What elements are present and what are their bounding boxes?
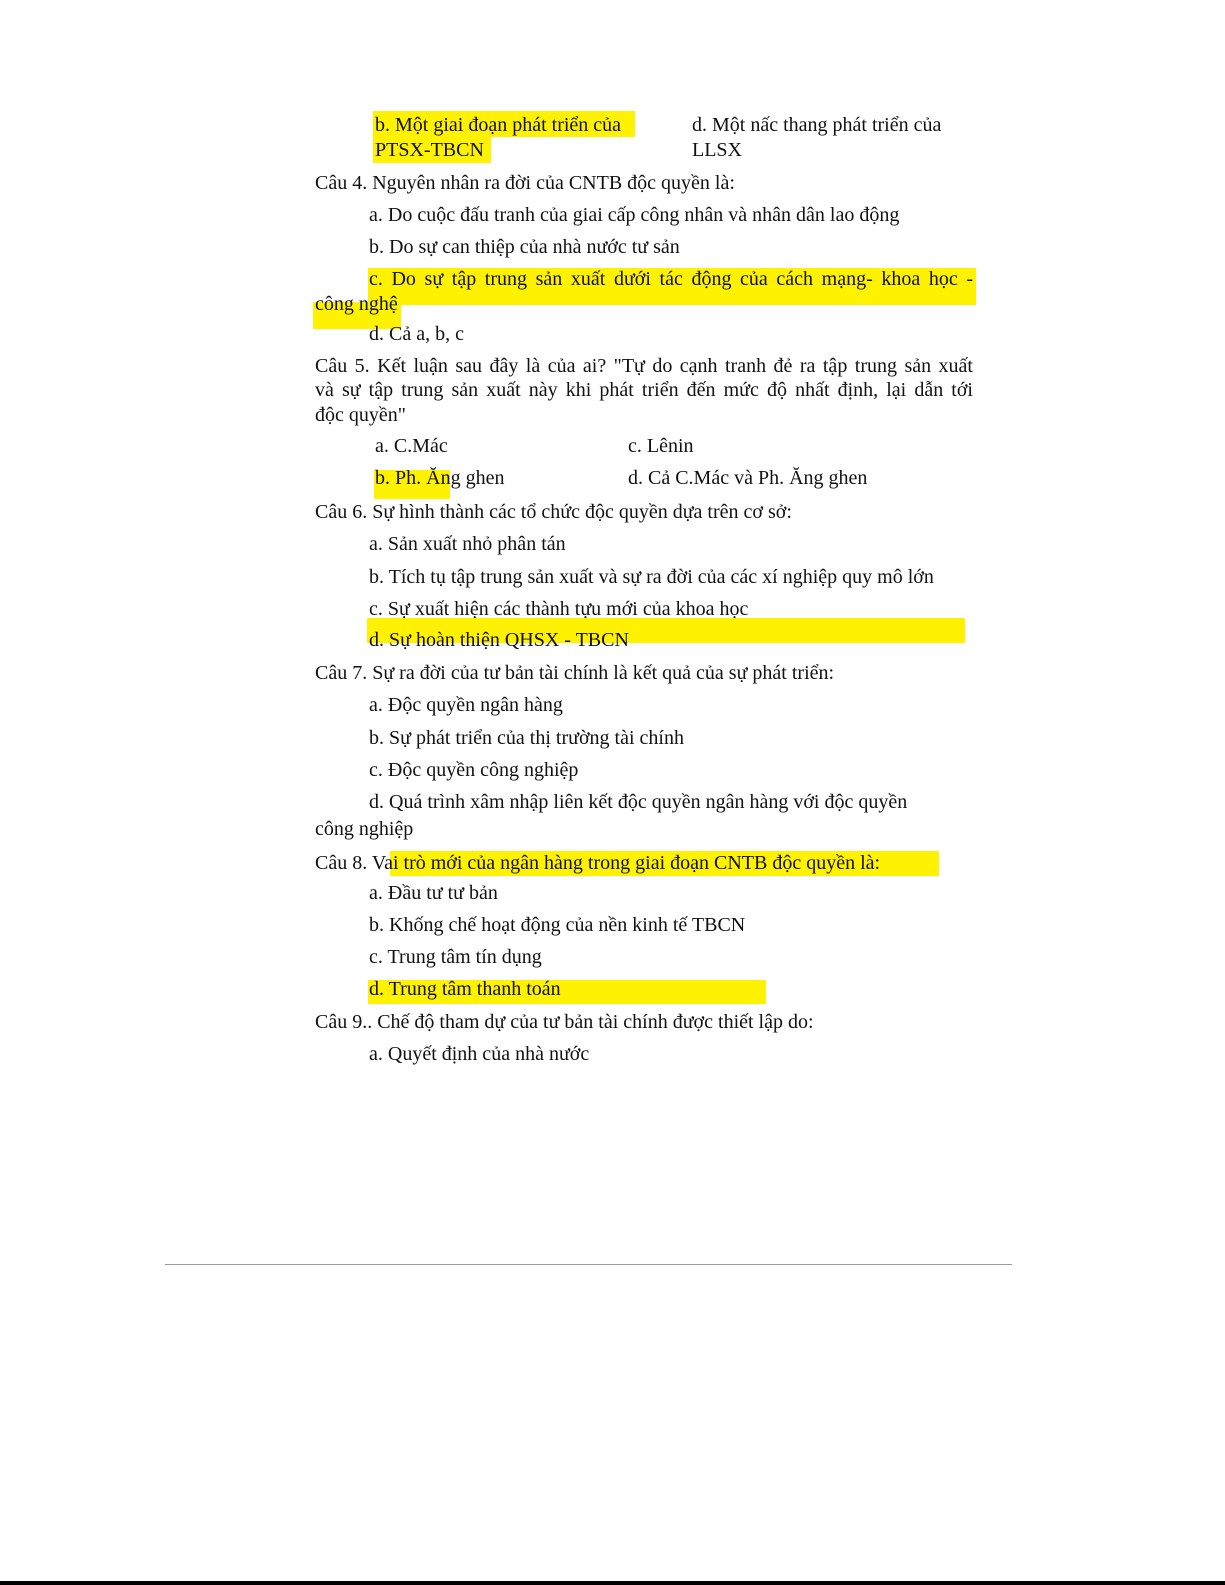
q7-question: Câu 7. Sự ra đời của tư bản tài chính là kết quả của sự phát triển: (315, 662, 835, 684)
q4-question: Câu 4. Nguyên nhân ra đời của CNTB độc quyền là: (315, 172, 735, 194)
q8-option-d: d. Trung tâm thanh toán (369, 978, 561, 1000)
bottom-edge-bar (0, 1581, 1225, 1585)
q4-option-d: d. Cả a, b, c (369, 323, 464, 345)
q3-option-d: d. Một nấc thang phát triển của (692, 114, 942, 136)
q8-option-c: c. Trung tâm tín dụng (369, 946, 542, 968)
q3-option-b: b. Một giai đoạn phát triển của (375, 114, 622, 136)
q7-option-d: công nghiệp (315, 818, 414, 840)
q4-option-c: công nghệ (315, 293, 398, 315)
q7-option-a: a. Độc quyền ngân hàng (369, 694, 563, 716)
q6-option-b: b. Tích tụ tập trung sản xuất và sự ra đời của các xí nghiệp quy mô lớn (369, 566, 934, 588)
q5-question: và sự tập trung sản xuất này khi phát triển đến mức độ nhất định, lại dẫn tới (315, 379, 973, 401)
q9-question: Câu 9.. Chế độ tham dự của tư bản tài chính được thiết lập do: (315, 1011, 814, 1033)
q5-option-b: b. Ph. Ăng ghen (375, 467, 505, 489)
q4-option-b: b. Do sự can thiệp của nhà nước tư sản (369, 236, 680, 258)
q4-option-a: a. Do cuộc đấu tranh của giai cấp công nhân và nhân dân lao động (369, 204, 900, 226)
q6-question: Câu 6. Sự hình thành các tổ chức độc quyền dựa trên cơ sở: (315, 501, 792, 523)
page-divider (165, 1264, 1012, 1265)
q8-question: Câu 8. Vai trò mới của ngân hàng trong giai đoạn CNTB độc quyền là: (315, 852, 881, 874)
q7-option-b: b. Sự phát triển của thị trường tài chính (369, 727, 684, 749)
q8-option-a: a. Đầu tư tư bản (369, 882, 498, 904)
q5-option-d: d. Cả C.Mác và Ph. Ăng ghen (628, 467, 868, 489)
q3-option-b: PTSX-TBCN (375, 139, 484, 161)
q4-option-c: c. Do sự tập trung sản xuất dưới tác động của cách mạng- khoa học - (369, 268, 973, 290)
q9-option-a: a. Quyết định của nhà nước (369, 1043, 590, 1065)
q6-option-d: d. Sự hoàn thiện QHSX - TBCN (369, 629, 629, 651)
q6-option-c: c. Sự xuất hiện các thành tựu mới của khoa học (369, 598, 749, 620)
q6-option-a: a. Sản xuất nhỏ phân tán (369, 533, 566, 555)
q5-option-a: a. C.Mác (375, 435, 448, 457)
q8-option-b: b. Khống chế hoạt động của nền kinh tế TBCN (369, 914, 746, 936)
q7-option-d: d. Quá trình xâm nhập liên kết độc quyền ngân hàng với độc quyền (369, 791, 908, 813)
q3-option-d: LLSX (692, 139, 742, 161)
q5-question: độc quyền" (315, 404, 406, 426)
q5-question: Câu 5. Kết luận sau đây là của ai? "Tự do cạnh tranh đẻ ra tập trung sản xuất (315, 355, 973, 377)
q7-option-c: c. Độc quyền công nghiệp (369, 759, 579, 781)
q5-option-c: c. Lênin (628, 435, 694, 457)
